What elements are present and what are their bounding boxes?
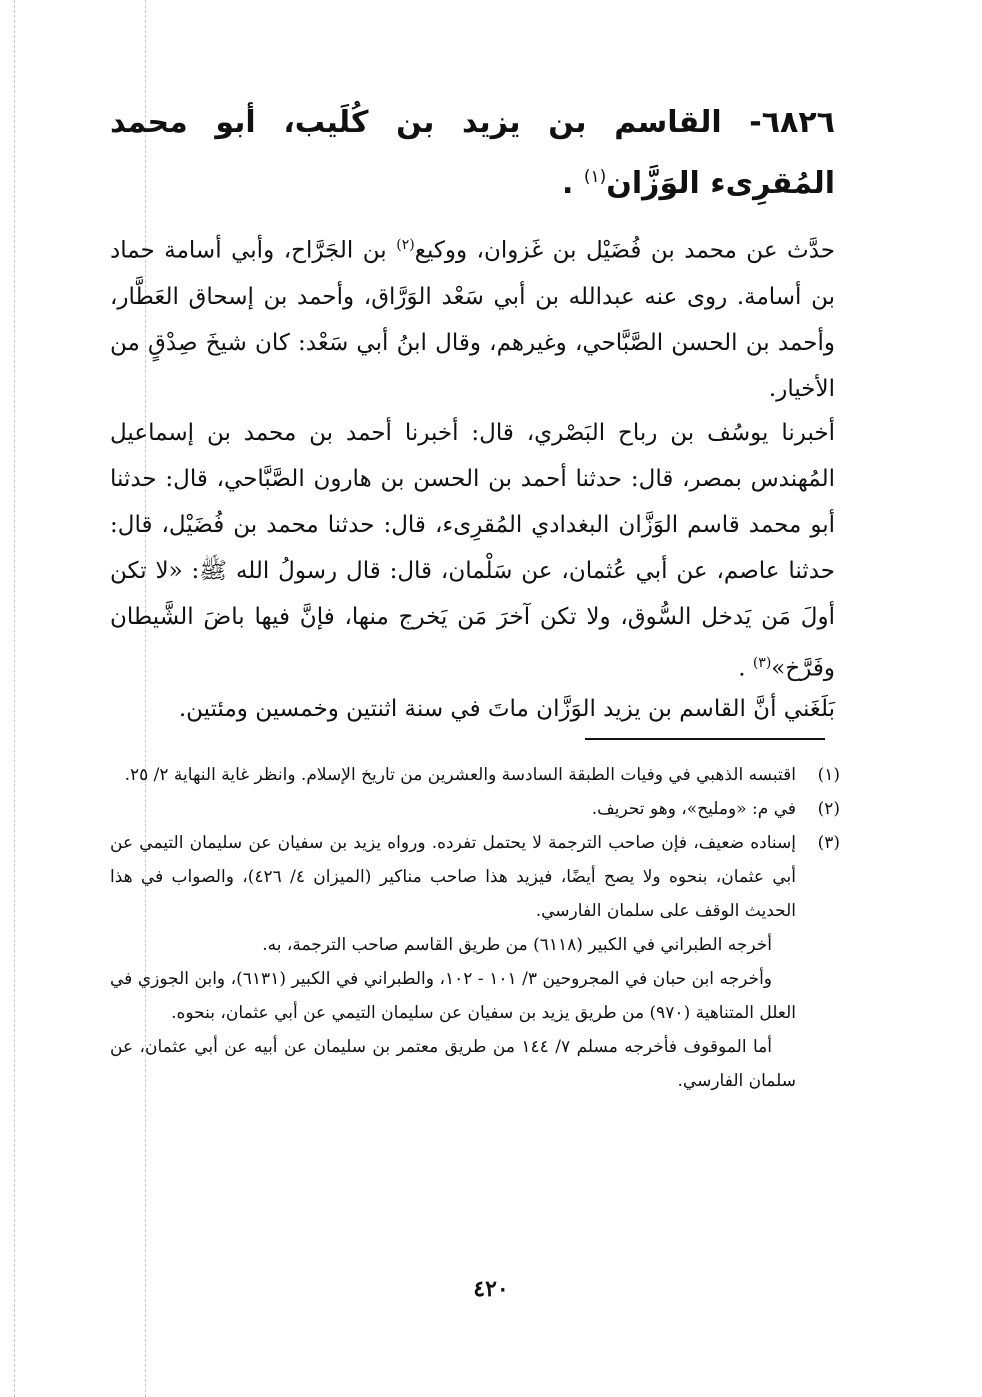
entry-heading-text: ٦٨٢٦- القاسم بن يزيد بن كُلَيب، أبو محمد المُقرِىء الوَزَّان	[110, 105, 835, 201]
paragraph-hadith	[110, 410, 835, 692]
footnote-text: إسناده ضعيف، فإن صاحب الترجمة لا يحتمل تفرده. ورواه يزيد بن سفيان عن سليمان التيمي عن أبي عثمان، بنحوه ولا يصح أيضًا، فيزيد هذا صاحب مناكير (الميزان ٤/ ٤٢٦)، والصواب في هذا الحديث الوقف على سلمان الفارسي.	[110, 833, 796, 921]
footnote-3-paragraph	[110, 962, 840, 1030]
footnote-ref-3[interactable]: (٣)	[752, 655, 772, 671]
footnote-2	[110, 792, 840, 826]
footnote-text: اقتبسه الذهبي في وفيات الطبقة السادسة والعشرين من تاريخ الإسلام. وانظر غاية النهاية ٢/ ٢٥.	[124, 765, 796, 785]
footnote-number: (٣)	[817, 833, 840, 853]
paragraph-biography	[110, 222, 835, 412]
paragraph-1-text: حدَّث عن محمد بن فُضَيْل بن غَزوان، ووكيع	[414, 237, 835, 264]
page-number: ٤٢٠	[473, 1276, 509, 1302]
scan-edge-left	[14, 0, 15, 1397]
footnote-3-extra-2: وأخرجه ابن حبان في المجروحين ٣/ ١٠١ - ١٠٢، والطبراني في الكبير (٦١٣١)، وابن الجوزي في العلل المتناهية (٩٧٠) من طريق يزيد بن سفيان عن سليمان التيمي عن أبي عثمان، بنحوه.	[110, 969, 796, 1023]
paragraph-2-tail: .	[738, 655, 746, 682]
footnote-3-paragraph	[110, 1030, 840, 1098]
footnote-ref-1[interactable]: (١)	[583, 167, 607, 187]
footnotes	[110, 758, 840, 1098]
footnote-3-extra-3: أما الموقوف فأخرجه مسلم ٧/ ١٤٤ من طريق معتمر بن سليمان عن أبيه عن أبي عثمان، عن سلمان الفارسي.	[110, 1037, 796, 1091]
footnote-ref-2[interactable]: (٢)	[396, 237, 415, 253]
footnote-number: (٢)	[817, 799, 840, 819]
entry-heading-tail: .	[562, 166, 574, 201]
entry-heading	[110, 96, 835, 211]
footnote-3-extra-1: أخرجه الطبراني في الكبير (٦١١٨) من طريق القاسم صاحب الترجمة، به.	[262, 935, 772, 955]
footnote-3-paragraph	[110, 928, 840, 962]
paragraph-1-continuation: بن الجَرَّاح، وأبي أسامة حماد بن أسامة. روى عنه عبدالله بن أبي سَعْد الوَرَّاق، وأحمد بن إسحاق العَطَّار، وأحمد بن الحسن الصَّبَّاحي، وغيرهم، وقال ابنُ أبي سَعْد: كان شيخَ صِدْقٍ من الأخيار.	[110, 237, 835, 402]
footnote-3	[110, 826, 840, 928]
paragraph-death	[110, 686, 835, 732]
footnote-number: (١)	[817, 765, 840, 785]
paragraph-2-text: أخبرنا يوسُف بن رباح البَصْري، قال: أخبرنا أحمد بن محمد بن إسماعيل المُهندس بمصر، قال: حدثنا أحمد بن الحسن بن هارون الصَّبَّاحي، قال: حدثنا أبو محمد قاسم الوَزَّان البغدادي المُقرِىء، قال: حدثنا محمد بن فُضَيْل، قال: حدثنا عاصم، عن أبي عُثمان، عن سَلْمان، قال: قال رسولُ الله ﷺ: «لا تكن أولَ مَن يَدخل السُّوق، ولا تكن آخرَ مَن يَخرج منها، فإنَّ فيها باضَ الشَّيطان وفَرَّخ»	[110, 420, 835, 682]
footnote-1	[110, 758, 840, 792]
paragraph-3-text: بَلَغَني أنَّ القاسم بن يزيد الوَزَّان ماتَ في سنة اثنتين وخمسين ومئتين.	[178, 696, 835, 722]
footnote-separator	[585, 738, 825, 740]
footnote-text: في م: «ومليح»، وهو تحريف.	[591, 799, 796, 819]
